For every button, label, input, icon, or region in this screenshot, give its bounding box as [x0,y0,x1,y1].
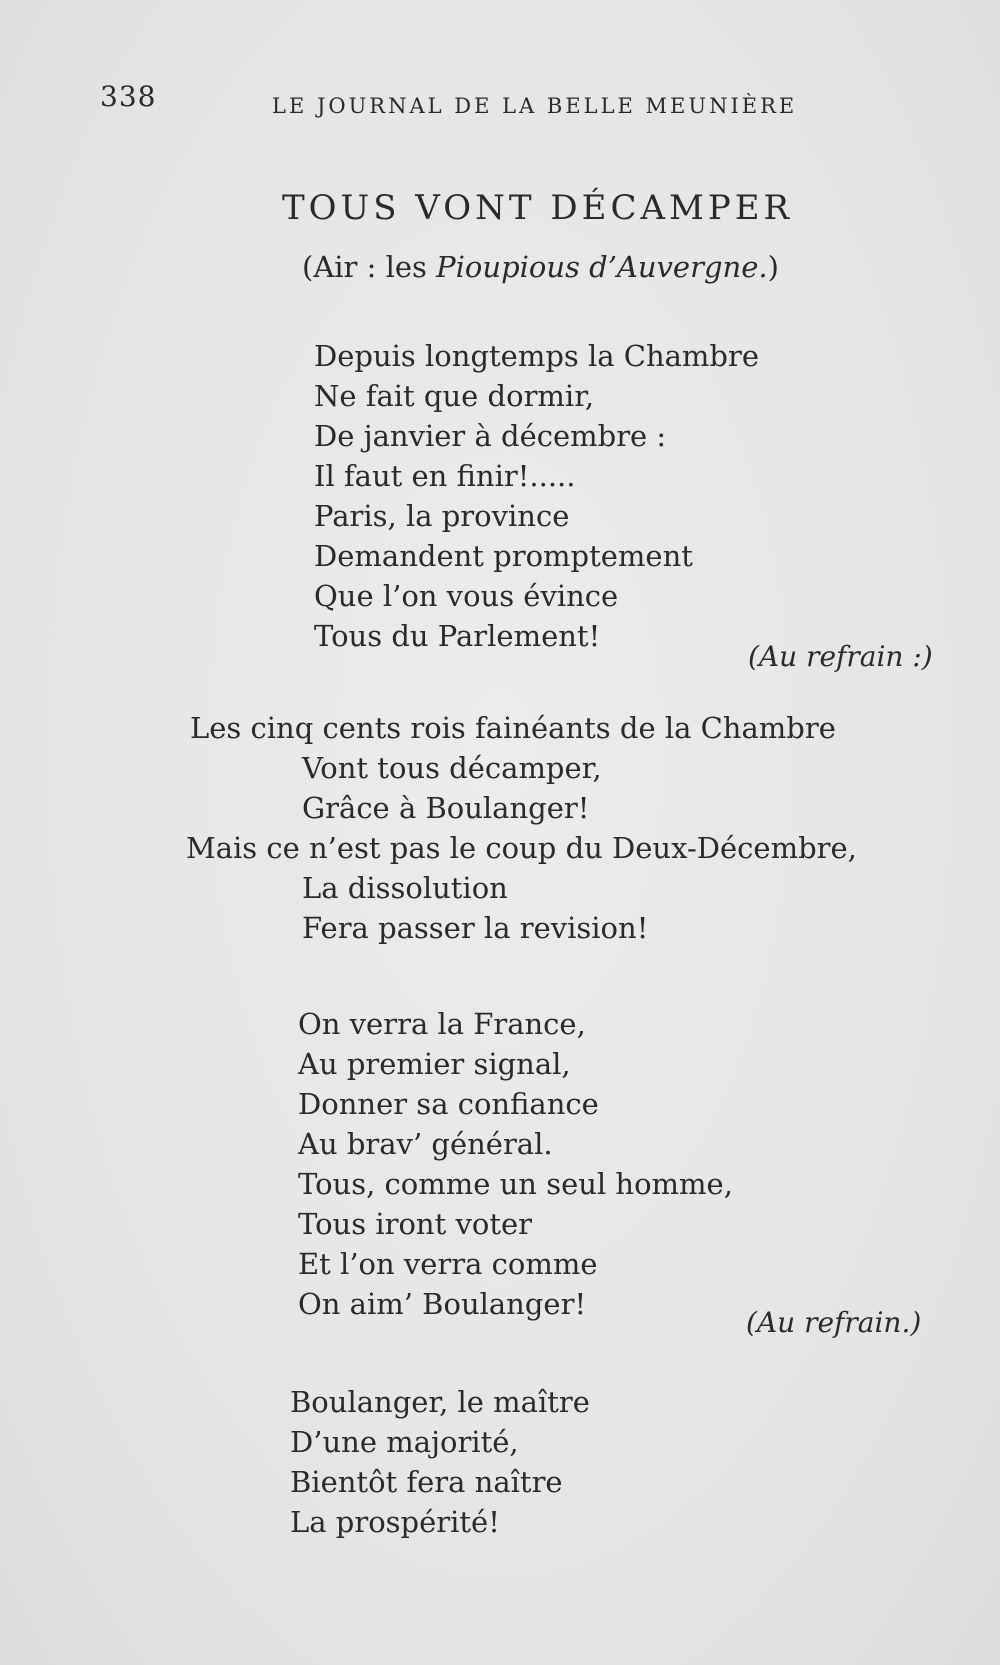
refrain-note-2: (Au refrain.) [746,1306,922,1339]
refrain-line: Grâce à Boulanger! [302,791,590,825]
air-prefix: (Air : les [302,250,437,284]
verse-line: Depuis longtemps la Chambre [314,339,760,373]
running-title: LE JOURNAL DE LA BELLE MEUNIÈRE [272,94,798,118]
verse-line: Demandent promptement [314,539,693,573]
song-air [302,250,779,284]
air-suffix: ) [767,250,779,284]
refrain-line: Les cinq cents rois fainéants de la Chambre [190,711,836,745]
verse-line: Et l’on verra comme [298,1247,598,1281]
stanza-3 [290,1382,590,1542]
verse-line: Tous, comme un seul homme, [298,1167,733,1201]
verse-line: Au brav’ général. [298,1127,553,1161]
verse-line: Bientôt fera naître [290,1465,563,1499]
verse-line: Il faut en finir!..... [314,459,576,493]
verse-line: On verra la France, [298,1007,586,1041]
song-title: TOUS VONT DÉCAMPER [282,188,794,228]
stanza-2 [298,1004,733,1324]
verse-line: D’une majorité, [290,1425,519,1459]
refrain-line: Fera passer la revision! [302,911,649,945]
page-number: 338 [100,80,157,113]
verse-line: Tous du Parlement! [314,619,601,653]
stanza-1 [314,336,759,656]
verse-line: Paris, la province [314,499,570,533]
verse-line: Au premier signal, [298,1047,571,1081]
verse-line: Tous iront voter [298,1207,532,1241]
verse-line: Que l’on vous évince [314,579,619,613]
verse-line: Donner sa confiance [298,1087,599,1121]
refrain-line: Mais ce n’est pas le coup du Deux-Décembre, [186,831,857,865]
verse-line: On aim’ Boulanger! [298,1287,587,1321]
refrain-line: La dissolution [302,871,508,905]
air-tune-name: Pioupious d’Auvergne. [436,250,768,284]
verse-line: Ne fait que dormir, [314,379,595,413]
verse-line: De janvier à décembre : [314,419,667,453]
refrain [186,708,857,948]
refrain-note-1: (Au refrain :) [748,640,933,673]
verse-line: La prospérité! [290,1505,500,1539]
verse-line: Boulanger, le maître [290,1385,590,1419]
refrain-line: Vont tous décamper, [302,751,602,785]
